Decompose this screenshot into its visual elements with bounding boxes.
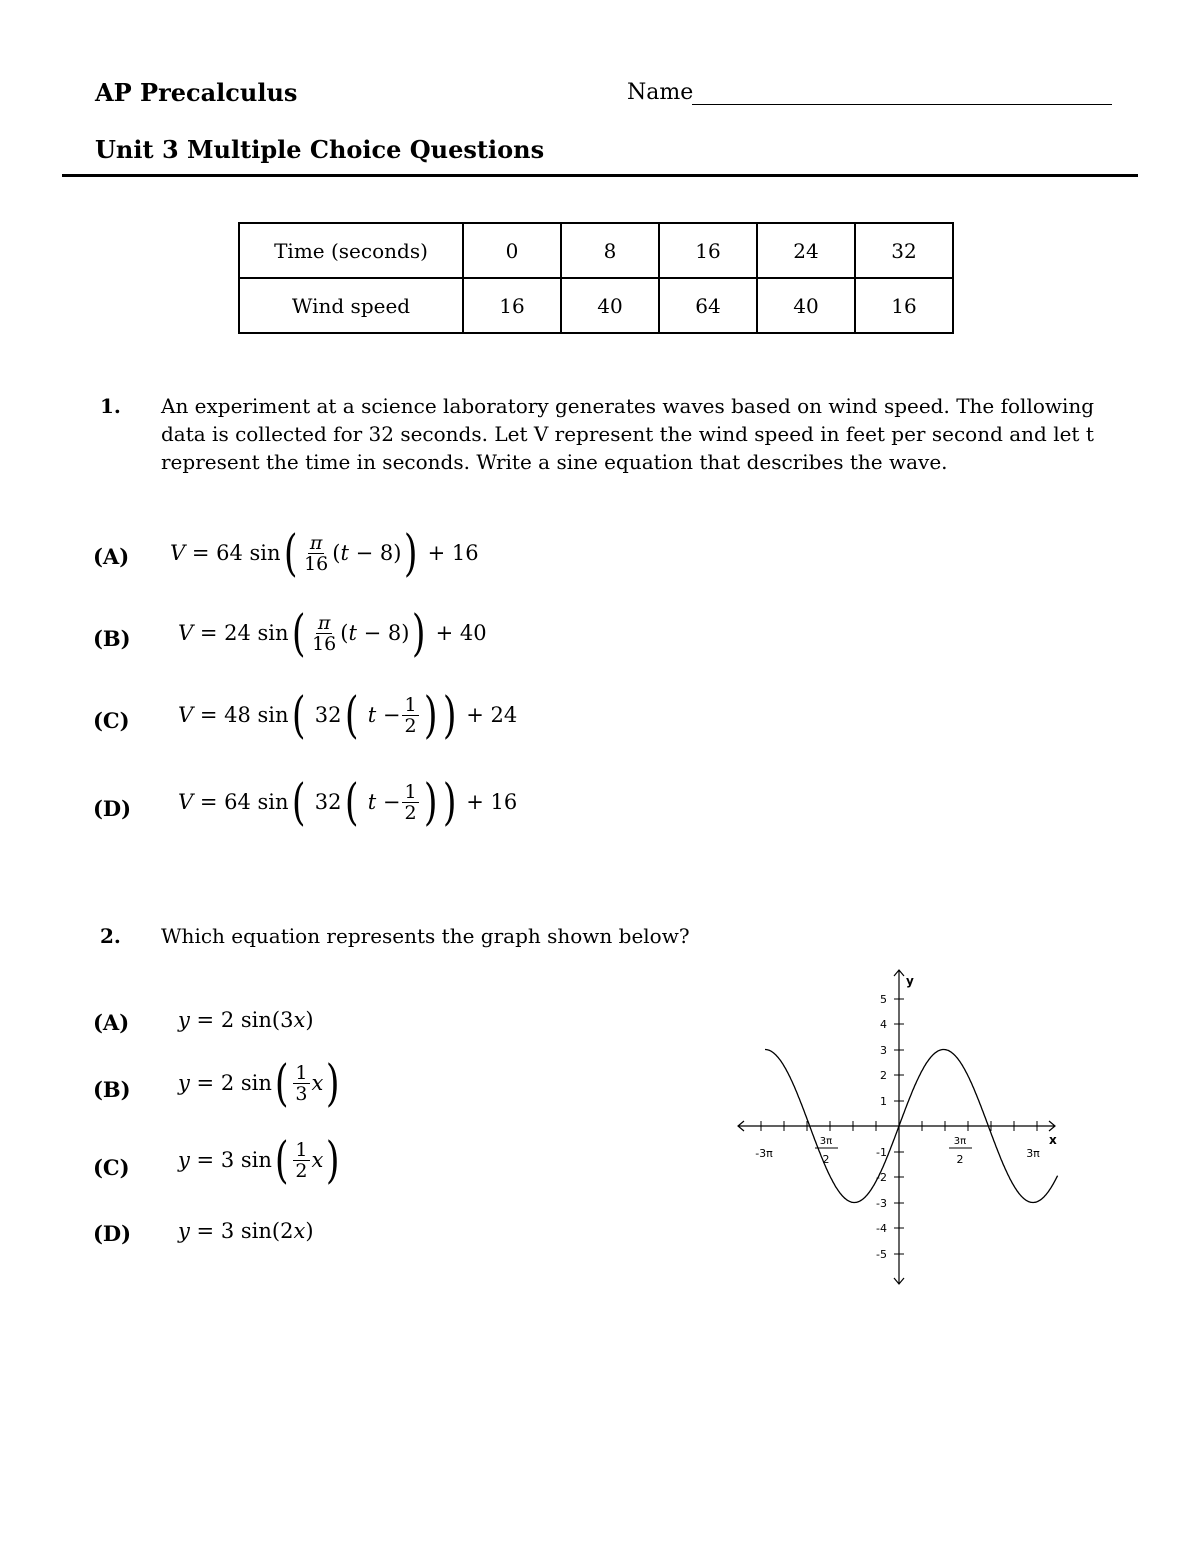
name-label: Name <box>627 80 694 105</box>
y-tick-label: -4 <box>876 1222 887 1235</box>
amplitude: 64 <box>216 541 243 565</box>
y-tick-label: 1 <box>880 1095 887 1108</box>
frac-den: 3 <box>295 1082 308 1105</box>
phase-shift: 8 <box>379 541 394 565</box>
frac-num: 1 <box>295 1061 308 1084</box>
phase-shift: 8 <box>387 621 402 645</box>
frequency-coefficient: 32 <box>314 790 342 814</box>
sine-graph <box>720 955 1080 1295</box>
x-label-3pi: 3π <box>1026 1147 1040 1160</box>
table-row-label: Wind speed <box>239 278 463 333</box>
y-axis-label: y <box>906 974 914 988</box>
frac-num: 3π <box>953 1136 967 1147</box>
amplitude: 3 <box>220 1219 235 1243</box>
q1-choice-a-label[interactable]: (A) <box>93 544 130 569</box>
q1-choice-c-label[interactable]: (C) <box>93 708 130 733</box>
vertical-shift: 24 <box>490 703 518 727</box>
header-divider <box>62 174 1138 177</box>
frac-den: 2 <box>404 801 417 824</box>
table-cell: 40 <box>757 278 855 333</box>
table-row-label: Time (seconds) <box>239 223 463 278</box>
q2-choice-c-label[interactable]: (C) <box>93 1155 130 1180</box>
amplitude: 2 <box>220 1071 235 1095</box>
frac-num: 1 <box>404 780 417 803</box>
table-cell: 16 <box>463 278 561 333</box>
q2-choice-d-equation[interactable]: y = 3 sin( 2 x ) <box>178 1219 314 1243</box>
frac-den: 2 <box>822 1153 830 1166</box>
name-field-line[interactable] <box>692 104 1112 105</box>
frequency-coefficient: 3 <box>280 1008 294 1032</box>
frac-den: 2 <box>956 1153 964 1166</box>
q1-choice-d-label[interactable]: (D) <box>93 796 132 821</box>
y-tick-label: 2 <box>880 1069 887 1082</box>
table-cell: 8 <box>561 223 659 278</box>
q2-choice-c-equation[interactable]: y = 3 sin ( $\frac{1}{2}$ x ) <box>178 1131 340 1189</box>
table-row <box>239 278 953 333</box>
question-1-number: 1. <box>100 394 121 418</box>
q2-choice-b-label[interactable]: (B) <box>93 1077 131 1102</box>
question-2-text: Which equation represents the graph shown below? <box>161 924 690 948</box>
vertical-shift: 16 <box>451 541 479 565</box>
q2-choice-d-label[interactable]: (D) <box>93 1221 132 1246</box>
amplitude: 2 <box>220 1008 235 1032</box>
table-cell: 0 <box>463 223 561 278</box>
unit-title: Unit 3 Multiple Choice Questions <box>95 135 545 164</box>
table-cell: 16 <box>855 278 953 333</box>
question-2-number: 2. <box>100 924 121 948</box>
frac-den: 16 <box>312 632 337 655</box>
question-1-text: An experiment at a science laboratory generates waves based on wind speed. The following data is collected for 32 seconds. Let V represent the wind speed in feet per second and let t represent the time in seconds. Write a sine equation that describes the wave. <box>161 394 1095 474</box>
y-tick-label: -3 <box>876 1197 887 1210</box>
x-label-3pi-over-2 <box>949 1136 972 1166</box>
y-tick-label: -5 <box>876 1248 887 1261</box>
frac-num: 1 <box>404 693 417 716</box>
amplitude: 48 <box>224 703 251 727</box>
table-cell: 24 <box>757 223 855 278</box>
frac-num: π <box>309 531 323 554</box>
q2-choice-a-label[interactable]: (A) <box>93 1010 130 1035</box>
frac-den: 2 <box>404 714 417 737</box>
amplitude: 64 <box>224 790 251 814</box>
table-cell: 16 <box>659 223 757 278</box>
wind-speed-table <box>238 222 954 334</box>
frac-num: 1 <box>295 1138 308 1161</box>
vertical-shift: 40 <box>459 621 487 645</box>
course-title: AP Precalculus <box>95 78 298 107</box>
y-tick-label: -2 <box>876 1171 887 1184</box>
y-tick-label: 4 <box>880 1018 887 1031</box>
table-row <box>239 223 953 278</box>
frac-den: 2 <box>295 1159 308 1182</box>
x-axis-label: x <box>1049 1133 1057 1147</box>
x-label-neg-3pi: -3π <box>755 1147 773 1160</box>
y-tick-label: 5 <box>880 993 887 1006</box>
frac-num: 3π <box>819 1136 833 1147</box>
amplitude: 24 <box>224 621 251 645</box>
table-cell: 32 <box>855 223 953 278</box>
q1-choice-d-equation[interactable]: V = 64 sin ( 32 ( t − $\frac{1}{2}$ ) ) + 16 <box>178 773 518 831</box>
frac-den: 16 <box>304 552 329 575</box>
frequency-coefficient: 32 <box>314 703 342 727</box>
vertical-shift: 16 <box>490 790 518 814</box>
frequency-coefficient: 2 <box>280 1219 294 1243</box>
table-cell: 40 <box>561 278 659 333</box>
q1-choice-a-equation[interactable]: V = 64 sin ( $\frac{\pi}{16}$ ( t − 8 ) ) + 16 <box>170 524 479 582</box>
amplitude: 3 <box>220 1148 235 1172</box>
q2-choice-a-equation[interactable]: y = 2 sin( 3 x ) <box>178 1008 314 1032</box>
table-cell: 64 <box>659 278 757 333</box>
frac-num: π <box>317 611 331 634</box>
q1-choice-c-equation[interactable]: V = 48 sin ( 32 ( t − $\frac{1}{2}$ ) ) + 24 <box>178 686 518 744</box>
q1-choice-b-label[interactable]: (B) <box>93 626 131 651</box>
q2-choice-b-equation[interactable]: y = 2 sin ( $\frac{1}{3}$ x ) <box>178 1054 340 1112</box>
y-tick-label: -1 <box>876 1146 887 1159</box>
q1-choice-b-equation[interactable]: V = 24 sin ( $\frac{\pi}{16}$ ( t − 8 ) ) + 40 <box>178 604 487 662</box>
y-tick-label: 3 <box>880 1044 887 1057</box>
